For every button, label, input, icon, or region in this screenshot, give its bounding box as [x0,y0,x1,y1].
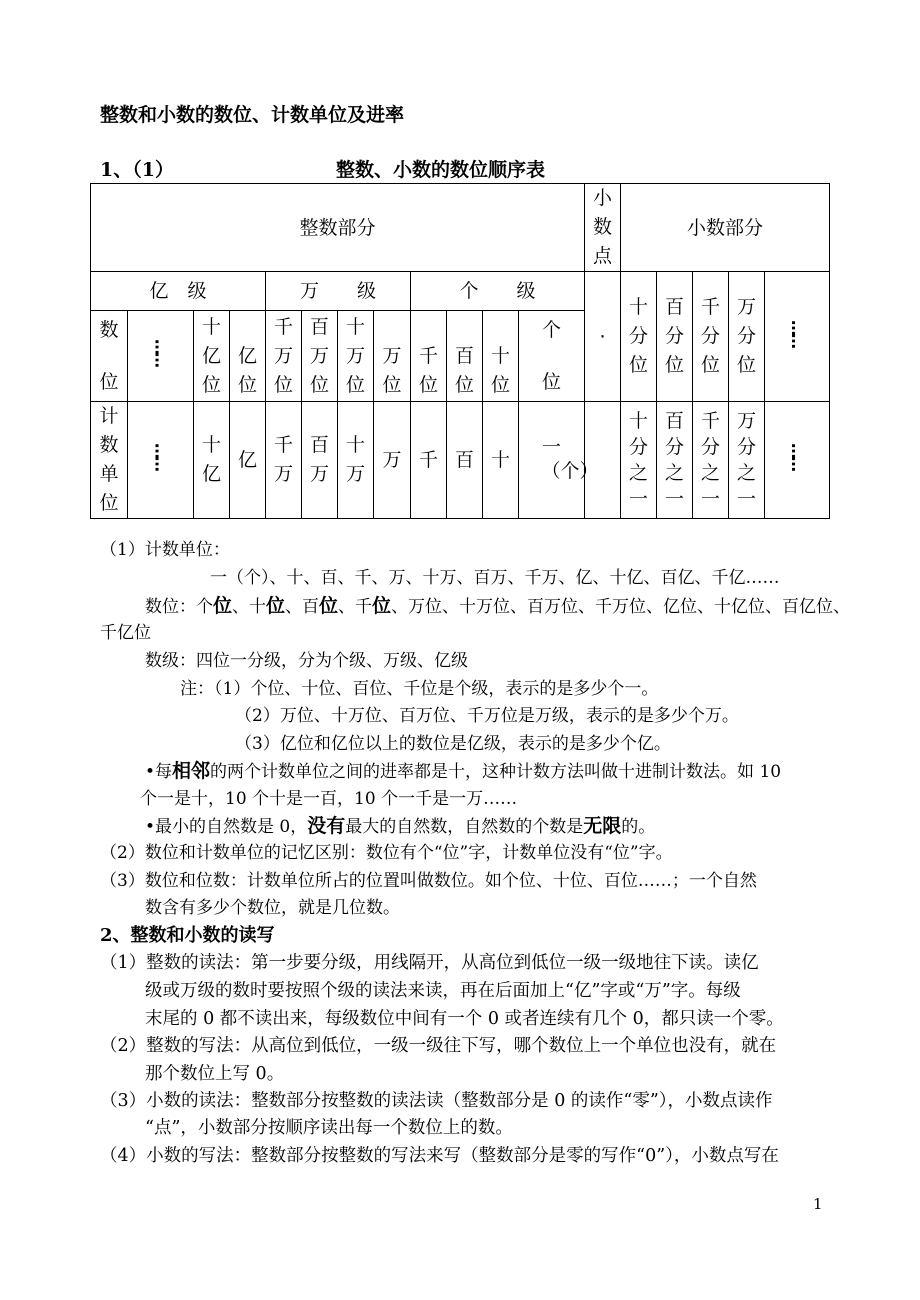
place-value-table [90,183,830,519]
text-segment: 数级：四位一分级，分为个级、万级、亿级 [145,651,468,671]
text-segment: 的两个计数单位之间的进率都是十，这种计数方法叫做十进制计数法。如 10 [210,762,782,782]
decimal-unit [657,402,693,519]
cell-text: 十位 [490,345,510,396]
text-line [100,622,151,644]
text-segment: 数含有多少个数位，就是几位数。 [145,898,400,918]
text-line [210,567,780,589]
text-segment: 的。 [621,817,656,837]
emphasis-text: 位 [213,595,233,617]
cell-text: 百万位 [309,315,329,396]
text-segment: （2）万位、十万位、百万位、千万位是万级，表示的是多少个万。 [235,706,739,726]
text-line [100,1035,776,1057]
text-line [145,815,655,838]
text-line [145,1117,513,1139]
cell-text: 位 [541,371,561,393]
text-line [145,595,850,618]
section-number: 1、（1） [100,159,174,181]
text-segment: 那个数位上写 0。 [145,1064,285,1084]
emphasis-text: 2、整数和小数的读写 [100,925,275,946]
text-segment: 最大的自然数，自然数的个数是 [345,817,584,837]
unit [302,402,338,519]
unit [230,402,266,519]
text-segment: 、十 [232,597,267,617]
cell-text: 十亿 [201,434,221,485]
text-segment: 数位：个 [145,597,213,617]
emphasis-text: 没有 [307,815,346,837]
place [194,311,230,402]
cell-text: 百位 [454,345,474,396]
cell-text: 千分位 [700,296,720,376]
cell-text: 十分之一 [628,409,648,510]
emphasis-text: 位 [372,595,392,617]
text-segment: （1）整数的读法：第一步要分级，用线隔开，从高位到低位一级一级地往下读。读亿 [100,953,759,973]
text-segment: 个一是十，10 个十是一百，10 个一千是一万…… [140,789,518,809]
text-line [100,1090,773,1112]
row-label-units [91,402,128,519]
cell-text: 万分之一 [736,409,756,510]
class-ge: 个 级 [411,272,585,311]
text-line [100,870,757,892]
emphasis-text: 相邻 [172,760,211,782]
decimal-part-header: 小数部分 [621,184,830,272]
cell-text: 十万 [345,434,365,485]
text-segment: 千亿位 [100,623,151,643]
decimal-place [729,272,765,402]
text-segment: •每 [145,762,173,782]
text-line [145,897,400,919]
table-title: 整数、小数的数位顺序表 [336,159,546,181]
text-segment: （4）小数的写法：整数部分按整数的写法来写（整数部分是零的写作“0”），小数点写在 [100,1146,779,1166]
cell-text: 个 [541,319,561,341]
text-line [145,760,781,783]
text-segment: 、百 [285,597,320,617]
text-segment: （1）计数单位： [100,540,230,560]
text-segment: 注：（1）个位、十位、百位、千位是个级，表示的是多少个一。 [180,679,659,699]
cell-text [91,316,127,396]
unit [411,402,447,519]
text-line [100,952,759,974]
cell-text: 千位 [418,345,438,396]
place [447,311,483,402]
text-segment: 、万位、十万位、百万位、千万位、亿位、十亿位、百亿位、 [391,597,851,617]
cell-text: 十分位 [628,296,648,376]
cell-text: 十 [490,448,510,471]
decimal-unit [729,402,765,519]
cell-text: 万分位 [736,296,756,376]
cell-text: 亿 [237,448,257,471]
cell-text: 百 [454,448,474,471]
text-segment: 一（个）、十、百、千、万、十万、百万、千万、亿、十亿、百亿、千亿…… [210,568,780,588]
document-title: 整数和小数的数位、计数单位及进率 [100,104,405,126]
place [266,311,302,402]
cell-text: 万位 [382,345,402,396]
place [411,311,447,402]
cell-text: …… [151,339,171,365]
text-line [145,1008,784,1030]
unit-ellipsis [128,402,194,519]
text-line [145,1063,284,1085]
text-line [235,705,739,727]
class-wan: 万 级 [266,272,411,311]
cell-text: 千 [418,448,438,471]
cell-text: …… [788,443,807,469]
page-number: 1 [813,1195,823,1213]
text-line [180,678,658,700]
emphasis-text: 位 [319,595,339,617]
text-segment: （2）整数的写法：从高位到低位，一级一级往下写，哪个数位上一个单位也没有，就在 [100,1036,777,1056]
text-segment: （3）亿位和亿位以上的数位是亿级，表示的是多少个亿。 [235,734,671,754]
text-segment: “点”，小数部分按顺序读出每一个数位上的数。 [145,1118,513,1138]
decimal-place-ellipsis [765,272,830,402]
decimal-place [693,272,729,402]
unit [519,402,599,519]
text-segment: 级或万级的数时要按照个级的读法来读，再在后面加上“亿”字或“万”字。每级 [145,981,741,1001]
decimal-place [621,272,657,402]
text-line [100,539,230,561]
cell-text: 十亿位 [201,315,221,396]
text-line [100,925,275,947]
cell-text: …… [151,443,171,469]
cell-text: 千万位 [273,315,293,396]
text-line [140,788,517,810]
cell-text: 十万位 [345,315,365,396]
row-label-places [91,311,128,402]
place-ones [519,311,585,402]
unit [194,402,230,519]
text-segment: （3）数位和位数：计数单位所占的位置叫做数位。如个位、十位、百位……；一个自然 [100,871,757,891]
text-segment: •最小的自然数是 0， [145,817,308,837]
cell-text: 亿位 [237,345,257,396]
cell-text: 小数点 [592,187,612,267]
cell-text: 千万 [273,434,293,485]
text-segment: （2）数位和计数单位的记忆区别：数位有个“位”字，计数单位没有“位”字。 [100,843,673,863]
emphasis-text: 无限 [583,815,622,837]
text-line [100,1145,779,1167]
cell-text: 千分之一 [700,409,720,510]
place [374,311,411,402]
text-segment: （3）小数的读法：整数部分按整数的读法读（整数部分是 0 的读作“零”），小数点读作 [100,1091,773,1111]
decimal-unit [693,402,729,519]
text-line [145,650,468,672]
decimal-point-symbol: · [585,272,621,402]
decimal-unit-ellipsis [765,402,830,519]
cell-text: 数 [99,319,119,341]
integer-part-header: 整数部分 [91,184,585,272]
place [302,311,338,402]
decimal-place [657,272,693,402]
place-ellipsis [128,311,194,402]
text-segment: 、千 [338,597,373,617]
place [483,311,519,402]
text-line [145,980,741,1002]
text-segment: 末尾的 0 都不读出来，每级数位中间有一个 0 或者连续有几个 0，都只读一个零。 [145,1009,784,1029]
class-yi: 亿 级 [91,272,266,311]
unit [338,402,374,519]
cell-text: 位 [99,371,119,393]
place [230,311,266,402]
cell-text: 百分之一 [664,409,684,510]
unit [374,402,411,519]
cell-text: 百分位 [664,296,684,376]
text-line [100,842,673,864]
cell-text: 计数单位 [99,405,119,514]
unit [447,402,483,519]
emphasis-text: 位 [266,595,286,617]
decimal-point-header [585,184,621,272]
unit [266,402,302,519]
text-line [235,733,671,755]
cell-text: 万 [382,448,402,471]
place [338,311,374,402]
unit [483,402,519,519]
cell-text [519,316,584,396]
cell-text: 百万 [309,434,329,485]
decimal-unit [621,402,657,519]
cell-text: …… [788,319,807,346]
cell-text: 一（个） [541,436,599,482]
